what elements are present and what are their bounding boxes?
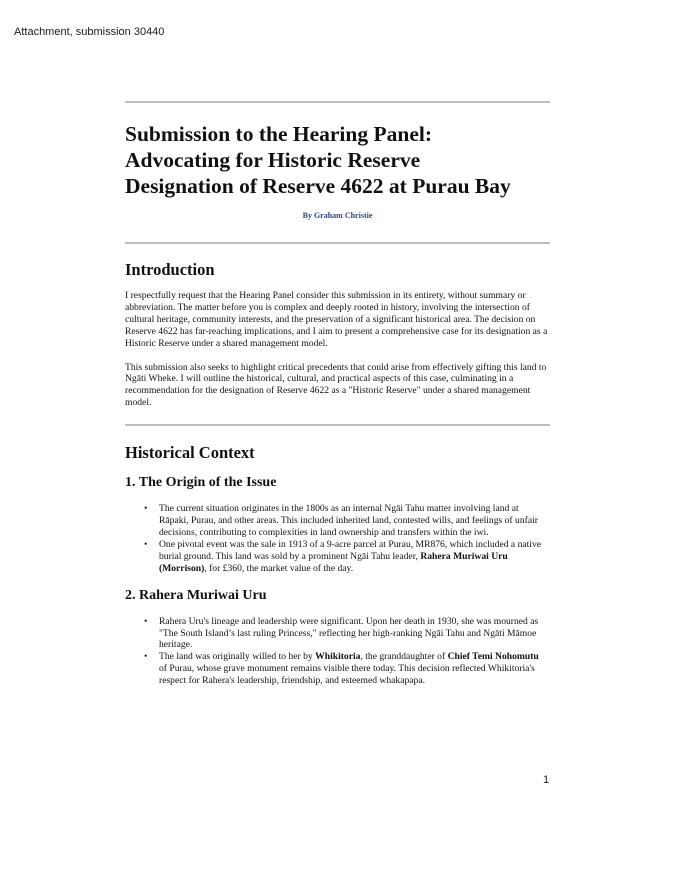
- rahera-bullet-2-part-3: of Purau, whose grave monument remains visible there today. This decision reflected Whikitoria's respect for Rahera's leadership, friendship, and esteemed whakapapa.: [159, 663, 535, 687]
- title-line-1: Submission to the Hearing Panel:: [125, 122, 432, 146]
- rahera-heading: 2. Rahera Muriwai Uru: [125, 587, 267, 603]
- bullet-icon: •: [144, 503, 148, 515]
- introduction-paragraph-2: This submission also seeks to highlight critical precedents that could arise from effectively gifting this land to Ngāti Wheke. I will outline the historical, cultural, and practical aspects of this case, culminating in a recommendation for the designation of Reserve 4622 as a "Historic Reserve" under a shared management model.: [125, 361, 547, 409]
- list-item: [144, 615, 550, 652]
- divider-top: [125, 101, 550, 103]
- author-byline: By Graham Christie: [302, 211, 373, 220]
- rahera-bullet-1-text: Rahera Uru's lineage and leadership were significant. Upon her death in 1930, she was mourned as "The South Island’s last ruling Princess," reflecting her high-ranking Ngāi Tahu and Ngāti Māmoe heritage.: [159, 615, 539, 651]
- document-body: [125, 101, 550, 687]
- chief-name-bold: Chief Temi Nohomutu: [447, 651, 539, 663]
- attachment-label: Attachment, submission 30440: [14, 26, 165, 38]
- origin-of-issue-heading: 1. The Origin of the Issue: [125, 475, 277, 491]
- list-item: [144, 651, 550, 687]
- rahera-bullet-2-part-1: The land was originally willed to her by: [159, 651, 316, 663]
- list-item: [144, 503, 550, 539]
- origin-bullet-1-text: The current situation originates in the 1800s as an internal Ngāi Tahu matter involving land at Rāpaki, Purau, and other areas. This included inherited land, contested wills, and feelings of unfair decisions, contributing to complexities in land ownership and transfers within the iwi.: [159, 503, 538, 538]
- introduction-paragraph-1: I respectfully request that the Hearing Panel consider this submission in its entirety, without summary or abbreviation. The matter before you is complex and deeply rooted in history, involving the intersection of cultural heritage, community interests, and the preservation of a significant historical area. The decision on Reserve 4622 has far-reaching implications, and I aim to present a comprehensive case for its designation as a Historic Reserve under a shared management model.: [125, 290, 548, 349]
- divider-after-introduction: [125, 424, 550, 426]
- rahera-name-bold: Rahera Muriwai Uru (Morrison): [159, 550, 508, 574]
- rahera-bullet-2-part-2: , the granddaughter of: [360, 651, 448, 663]
- rahera-bullet-list: [125, 616, 550, 687]
- origin-bullet-list: [125, 503, 550, 574]
- list-item: [144, 538, 550, 575]
- document-title: [125, 121, 550, 199]
- whikitoria-bold: Whikitoria: [315, 651, 361, 663]
- bullet-icon: •: [144, 651, 148, 663]
- page-number: 1: [543, 774, 550, 786]
- title-line-2: Advocating for Historic Reserve: [125, 148, 421, 172]
- divider-after-title: [125, 242, 550, 244]
- introduction-heading: Introduction: [125, 260, 215, 279]
- bullet-icon: •: [144, 538, 148, 550]
- historical-context-heading: Historical Context: [125, 443, 255, 463]
- bullet-icon: •: [144, 615, 148, 627]
- origin-bullet-2-text: One pivotal event was the sale in 1913 of a 9-acre parcel at Purau, MR876, which included a native burial ground. This land was sold by a prominent Ngāi Tahu leader,: [159, 538, 542, 562]
- origin-bullet-2-end: , for £360, the market value of the day.: [204, 562, 354, 574]
- title-line-3: Designation of Reserve 4622 at Purau Bay: [125, 174, 511, 198]
